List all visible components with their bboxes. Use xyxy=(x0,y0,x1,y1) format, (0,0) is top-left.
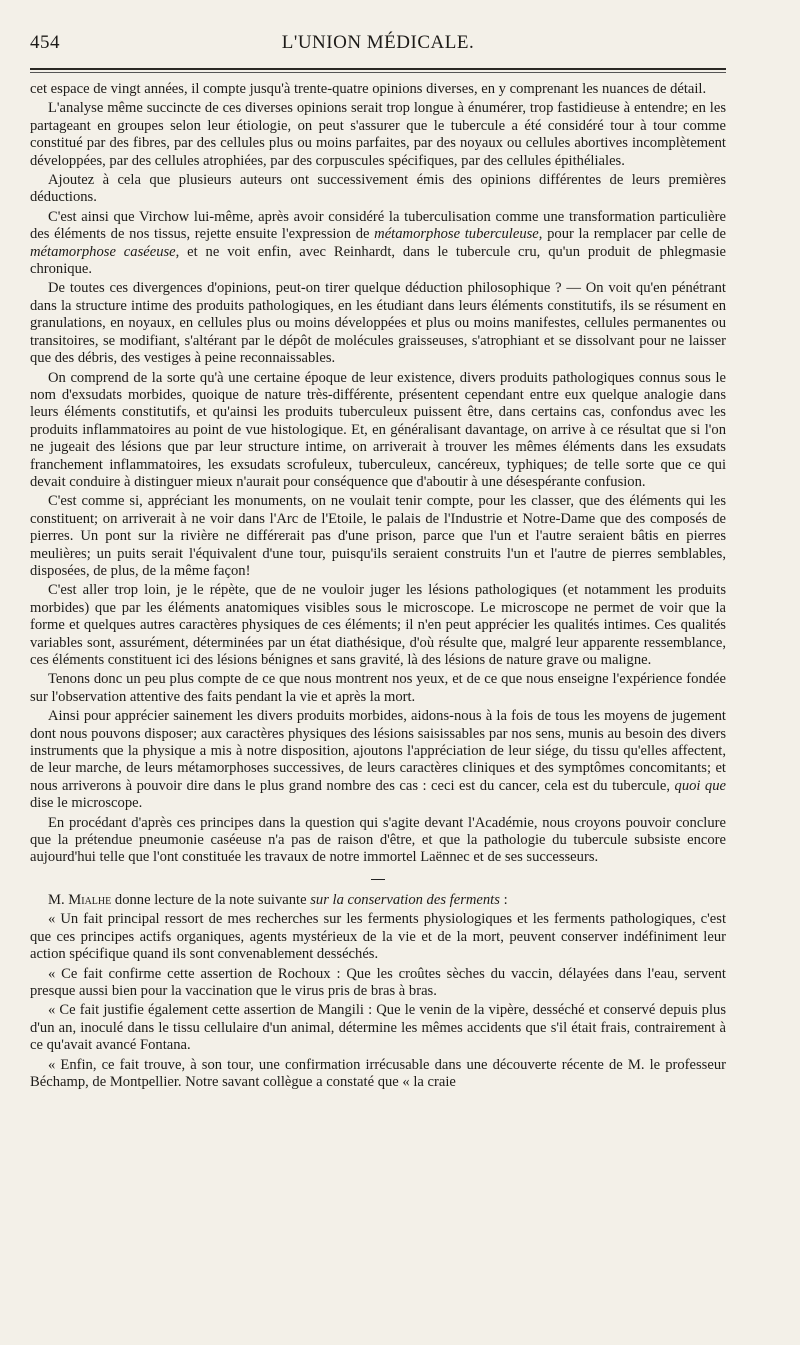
paragraph xyxy=(30,708,726,812)
italic-term: métamorphose tuberculeuse xyxy=(374,226,539,243)
page-number: 454 xyxy=(30,32,60,53)
text-run: : xyxy=(499,891,508,908)
header-rule-thin xyxy=(30,72,726,73)
paragraph: L'analyse même succincte de ces diverses opinions serait trop longue à énumérer, trop fastidieuse à entendre; en les partageant en groupes selon leur étiologie, on peut s'assurer que le tubercule a été considéré tour à tour comme constitué par des fibres, par des cellules plus ou moins parfaites, par des noyaux ou cellules abortives incomplètement développées, par des cellules atrophiées, par des corpuscules spécifiques, par des cellules épithéliales. xyxy=(30,100,726,169)
article-body xyxy=(30,81,726,1091)
paragraph: On comprend de la sorte qu'à une certaine époque de leur existence, divers produits pathologiques connus sous le nom d'exsudats morbides, quoique de nature très-différente, présentent cependant entre eux quelque analogie dans leurs éléments constitutifs, et qu'ainsi les produits tuberculeux puissent être, dans certains cas, confondus avec les produits inflammatoires au point de vue histologique. Et, en généralisant davantage, on arrive à ce résultat que si l'on ne jugeait des lésions que par leur structure intime, on arriverait à trouver les mêmes éléments dans les exsudats franchement inflammatoires, les exsudats scrofuleux, tuberculeux, cancéreux, typhiques; de telle sorte que ce qui devait conduire à distinguer mieux n'aurait pour conséquence que d'aboutir à une désespérante confusion. xyxy=(30,369,726,490)
paragraph: C'est aller trop loin, je le répète, que de ne vouloir juger les lésions pathologiques (et notamment les produits morbides) que par les éléments anatomiques visibles sous le microscope. Le microscope ne permet de voir que la forme et quelques autres caractères physiques de ces éléments; il n'en peut apprécier les qualités intimes. Ces qualités variables sont, assurément, déterminées par un état diathésique, d'où résulte que, malgré leur apparente ressemblance, ces éléments constituent ici des lésions bénignes et sans gravité, là des lésions de nature grave ou maligne. xyxy=(30,582,726,668)
running-head xyxy=(30,28,726,56)
speaker-name: M. Mialhe xyxy=(48,891,112,908)
paragraph: C'est comme si, appréciant les monuments, on ne voulait tenir compte, pour les classer, que des éléments qui les constituent; on arriverait à ne voir dans l'Arc de l'Etoile, le palais de l'Industrie et Notre-Dame que des composés de pierres. Un pont sur la rivière ne différerait pas d'une prison, parce que l'un et l'autre seraient bâtis en pierres meulières; un puits serait l'équivalent d'une tour, puisqu'ils seraient construits l'un et l'autre de pierres semblables, disposées, de plus, de la même façon! xyxy=(30,493,726,579)
text-run: donne lecture de la note suivante xyxy=(111,891,311,908)
journal-title: L'UNION MÉDICALE. xyxy=(281,32,475,53)
quoted-paragraph: « Enfin, ce fait trouve, à son tour, une confirmation irrécusable dans une découverte récente de M. le professeur Béchamp, de Montpellier. Notre savant collègue a constaté que « la craie xyxy=(30,1056,726,1090)
paragraph xyxy=(30,209,726,279)
header-rule-thick xyxy=(30,68,726,70)
paragraph: De toutes ces divergences d'opinions, peut-on tirer quelque déduction philosophique ? — On voit qu'en pénétrant dans la structure intime des produits pathologiques, en les étudiant dans leurs éléments constitutifs, ils se résument en granulations, en noyaux, en cellules plus ou moins développées et plus ou moins manifestes, cellules permanentes ou transitoires, se modifiant, s'altérant par le dépôt de molécules graisseuses, s'atrophiant et se dissolvant pour ne laisser que des débris, des vestiges à peine reconnaissables. xyxy=(30,280,726,367)
quoted-paragraph: « Ce fait confirme cette assertion de Rochoux : Que les croûtes sèches du vaccin, délayées dans l'eau, servent presque aussi bien pour la vaccination que le virus pris de bras à bras. xyxy=(30,965,726,999)
text-run: , pour la remplacer par celle de xyxy=(538,226,727,243)
section-separator xyxy=(371,879,385,880)
quoted-paragraph: « Un fait principal ressort de mes recherches sur les ferments physiologiques et les ferments pathologiques, c'est que ces principes actifs organiques, agents mystérieux de la vie et de la mort, peuvent conserver indéfiniment leur action spécifique quand ils sont convenablement desséchés. xyxy=(30,911,726,963)
quoted-paragraph: « Ce fait justifie également cette assertion de Mangili : Que le venin de la vipère, desséché et conservé depuis plus d'un an, inoculé dans le tissu cellulaire d'un animal, détermine les mêmes accidents que s'il était frais, contrairement à ce qu'avait avancé Fontana. xyxy=(30,1002,726,1054)
italic-term: métamorphose caséeuse xyxy=(30,243,176,260)
text-run: dise le microscope. xyxy=(30,795,143,812)
text-run: Ainsi pour apprécier sainement les divers produits morbides, aidons-nous à la fois de tous les moyens de jugement dont nous pouvons disposer; aux caractères physiques des lésions saisissables par nos sens, munis au besoin des divers instruments que la physique a mis à notre disposition, ajoutons l'appréciation de leur siége, du tissu qu'elles affectent, de leur marche, de leurs métamorphoses successives, de leurs caractères cliniques et des symptômes concomitants; et nous arriverons à pouvoir dire dans le plus grand nombre des cas : ceci est du cancer, cela est du tubercule, xyxy=(30,708,726,794)
paragraph: Ajoutez à cela que plusieurs auteurs ont successivement émis des opinions différentes de leurs premières déductions. xyxy=(30,172,726,206)
paragraph: Tenons donc un peu plus compte de ce que nous montrent nos yeux, et de ce que nous enseigne l'expérience fondée sur l'observation attentive des faits pendant la vie et après la mort. xyxy=(30,671,726,705)
italic-title: sur la conservation des ferments xyxy=(310,891,500,908)
italic-term: quoi que xyxy=(674,777,727,794)
paragraph: En procédant d'après ces principes dans la question qui s'agite devant l'Académie, nous croyons pouvoir conclure que la prétendue pneumonie caséeuse n'a pas de raison d'être, et que la pathologie du tubercule subsiste encore aujourd'hui telle que l'ont constituée les travaux de notre immortel Laënnec et de ses successeurs. xyxy=(30,814,726,866)
paragraph: cet espace de vingt années, il compte jusqu'à trente-quatre opinions diverses, en y comprenant les nuances de détail. xyxy=(30,81,707,97)
page xyxy=(30,28,726,1093)
section-intro xyxy=(30,892,726,909)
text-run: , et ne voit enfin, avec Reinhardt, dans le tubercule cru, qu'un produit de phlegmasie chronique. xyxy=(30,243,726,278)
text-run: C'est ainsi que Virchow lui-même, après avoir considéré la tuberculisation comme une transformation particulière des éléments de nos tissus, rejette ensuite l'expression de xyxy=(30,208,726,243)
